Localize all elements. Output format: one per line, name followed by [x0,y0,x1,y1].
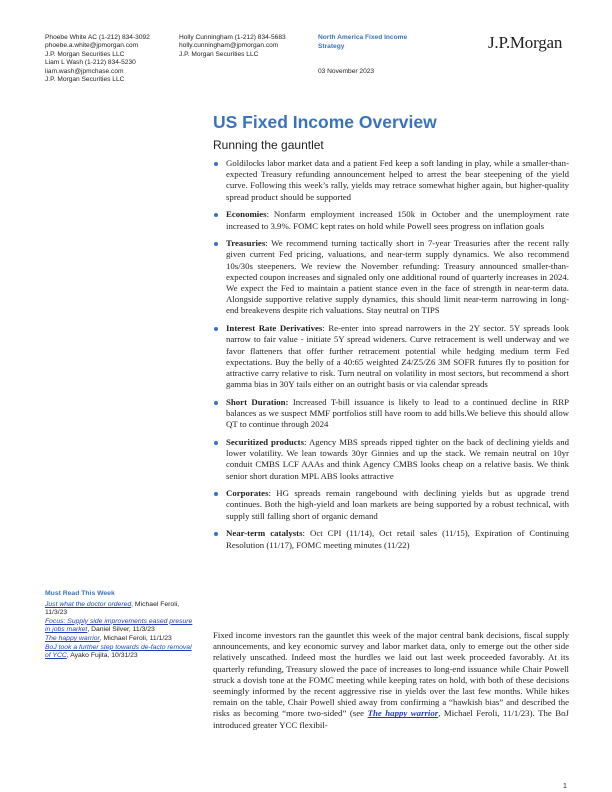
contact-line: J.P. Morgan Securities LLC [45,50,125,58]
must-read-link[interactable]: The happy warrior [45,634,100,642]
must-read-link[interactable]: Just what the doctor ordered [45,600,132,608]
bullet-text: Increased T-bill issuance is likely to lead to a continued decline in RRP balances as we suspect MMF portfolios still have room to add bills.We believe this should allow QT to continue through 2024 [226,396,570,430]
bullet-lead: Interest Rate Derivatives [226,323,323,334]
bullet-item [213,209,569,231]
contacts-middle [179,34,286,59]
must-read-item [45,635,195,644]
contact-line: J.P. Morgan Securities LLC [45,76,125,84]
bullet-icon [214,242,218,246]
bullet-item [213,323,569,390]
must-read-item [45,618,195,635]
bullet-item [213,437,569,482]
bullet-text: : Re-enter into spread narrowers in the 2Y sector. 5Y spreads look narrow to fair value - initiate 5Y spread wideners. Curve retracement is well underway and we favor flatteners that offer further retracement potential while hedging medium term Fed expectations. Buy the belly of a 40:65 weighted Z4/Z5/Z6 3M SOFR futures fly to position for attractive carry relative to risk. Turn neutral on volatility in most sectors, but recommend a short gamma bias in 30Y tails either on an outright basis or via calendar spreads [226,323,569,390]
bullet-text: : We recommend turning tactically short in 7-year Treasuries after the recent rally given current Fed pricing, valuations, and near-term supply dynamics. We also recommend 10s/30s steepeners. We review the November refunding: Treasury announced smaller-than-expected coupon increases and signaled only one additional round of quarterly increases in 2024. We expect the Fed to maintain a patient stance even in the face of strength in near-term data. Alongside supportive relative supply dynamics, this should limit near-term narrowing in long-end breakevens despite rich valuations. Stay neutral on TIPS [226,238,569,316]
must-read-heading: Must Read This Week [45,590,115,597]
bullet-icon [214,401,218,405]
jpmorgan-logo: J.P.Morgan [488,33,563,52]
contact-line: Phoebe White AC (1-212) 834-3092 [45,34,150,41]
page-number: 1 [563,783,567,790]
contact-line: J.P. Morgan Securities LLC [179,50,259,58]
bullet-lead: Short Duration: [226,396,289,407]
bullet-icon [214,441,218,445]
bullet-item [213,397,569,431]
must-read-link[interactable]: Focus: Supply side improvements eased presure in jobs market [45,617,193,634]
contact-email[interactable]: liam.wash@jpmchase.com [45,67,124,75]
must-read-item [45,601,195,618]
report-date: 03 November 2023 [318,68,375,75]
must-read-meta: , Michael Feroli, 11/3/23 [45,600,180,617]
bullet-item [213,238,569,316]
must-read-link[interactable]: BoJ took a further step towards de-facto removal of YCC [45,643,192,660]
bullet-text: : Oct CPI (11/14), Oct retail sales (11/15), Expiration of Continuing Resolution (11/17), FOMC meeting minutes (11/22) [226,528,569,550]
contact-email[interactable]: phoebe.a.white@jpmorgan.com [45,42,139,50]
bullet-item [213,488,569,522]
bullet-lead: Securitized products [226,436,305,447]
bullet-icon [214,213,218,217]
bullet-lead: Economies [226,209,267,220]
summary-bullets [213,158,569,557]
bullet-lead: Treasuries [226,238,266,249]
contact-email[interactable]: holly.cunningham@jpmorgan.com [179,42,279,50]
bullet-icon [214,162,218,166]
bullet-icon [214,532,218,536]
bullet-text: : Nonfarm employment increased 150k in October and the unemployment rate increased to 3.9%. FOMC kept rates on hold while Powell sees progress on inflation goals [226,209,569,231]
body-text: , Michael Feroli, 11/1/23). The BoJ introduced greater YCC flexibil- [213,708,569,730]
contact-line: Liam L Wash (1-212) 834-5230 [45,59,136,67]
bullet-lead: Near-term catalysts [226,528,303,539]
report-series: North America Fixed Income Strategy [318,34,408,50]
body-text: Fixed income investors ran the gauntlet this week of the major central bank decisions, fiscal supply announcements, and key economic survey and labor market data, only to emerge out the other side relatively unscathed. Indeed most the hurdles we laid out last week proceeded favorably. At its quarterly refunding, Treasury slowed the pace of increases to long-end issuance while Chair Powell struck a dovish tone at the FOMC meeting while keeping rates on hold, with both of these decisions seemingly informed by the recent aggressive rise in yields over the last few months. While hikes remain on the table, Chair Powell shied away from confirming a “hawkish bias” and described the risks as becoming “more two-sided” (see [213,630,569,719]
contact-line: Holly Cunningham (1-212) 834-5683 [179,34,286,41]
body-paragraph [213,630,569,731]
must-read-meta: , Ayako Fujita, 10/31/23 [66,652,138,660]
bullet-icon [214,327,218,331]
must-read-meta: , Michael Feroli, 11/1/23 [99,634,172,642]
body-link[interactable]: The happy warrior [367,708,439,719]
contacts-left [45,34,150,84]
bullet-lead: Corporates [226,488,269,499]
bullet-text: : HG spreads remain rangebound with declining yields but as upgrade trend continues. Both the high-yield and loan markets are being supported by a robust technical, with supply still falling short of organic demand [226,488,569,521]
bullet-text: Goldilocks labor market data and a patient Fed keep a soft landing in play, while a smaller-than-expected Treasury refunding announcement helped to arrest the bear steepening of the yield curve. Following this week’s rally, yields may retrace somewhat higher again, but higher-quality spread product should be supported [226,158,569,202]
must-read-sidebar [45,590,195,661]
must-read-meta: , Daniel Silver, 11/3/23 [87,626,155,634]
page-subtitle: Running the gauntlet [213,138,324,152]
bullet-item [213,158,569,203]
bullet-item [213,528,569,550]
bullet-icon [214,492,218,496]
bullet-text: : Agency MBS spreads ripped tighter on the back of declining yields and lower volatility. We lean towards 30yr Ginnies and up the stack. We remain neutral on 10yr conduit CMBS LCF AAAs and think Agency CMBS looks cheap on a relative basis. We think senior short duration MPL ABS looks attractive [226,436,569,481]
page-title: US Fixed Income Overview [213,112,437,132]
must-read-item [45,644,195,661]
